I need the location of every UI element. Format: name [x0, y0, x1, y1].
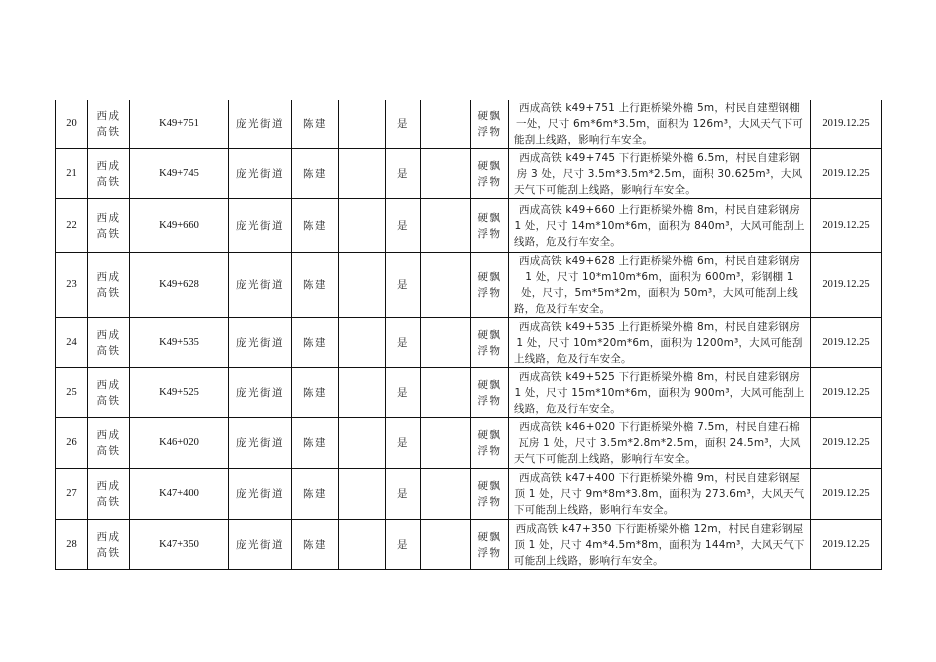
cell-text: 陈建	[303, 336, 327, 349]
cell-text: 2019.12.25	[822, 118, 870, 129]
cell-empty-1	[339, 418, 386, 469]
cell-description	[509, 469, 811, 520]
cell-text: 硬飘	[477, 211, 502, 224]
cell-date	[811, 149, 882, 199]
cell-text: 庞光街道	[236, 219, 284, 232]
cell-text: 是	[397, 386, 409, 399]
table-row	[56, 253, 882, 318]
cell-date	[811, 520, 882, 570]
cell-text: 硬飘	[477, 429, 502, 441]
cell-text: K49+628	[159, 279, 199, 290]
cell-hazard-type	[471, 469, 509, 520]
cell-text: 陈建	[303, 167, 327, 180]
table-row	[56, 368, 882, 418]
cell-responsible-person	[292, 469, 339, 520]
cell-number	[56, 253, 88, 318]
cell-empty-1	[339, 469, 386, 520]
cell-text: 西成高铁 k47+350 下行距桥梁外檐 12m，村民自建彩钢屋顶 1 处，尺寸 4m*4.5m*8m，面积为 144m³，大风天气下可能刮上线路，影响行车安全。	[514, 522, 805, 567]
cell-flag	[386, 368, 421, 418]
cell-mileage	[130, 418, 229, 469]
cell-text: 硬飘	[477, 328, 502, 341]
cell-text: 23	[66, 279, 77, 290]
cell-text: 庞光街道	[236, 386, 284, 399]
table-row	[56, 469, 882, 520]
cell-text: 西成	[96, 530, 121, 543]
cell-text: 22	[66, 219, 77, 231]
cell-text: 是	[397, 538, 409, 551]
cell-hazard-type	[471, 318, 509, 368]
cell-empty-1	[339, 100, 386, 149]
cell-text: 陈建	[303, 219, 327, 232]
cell-text: 浮物	[477, 227, 502, 240]
cell-text: 硬飘	[477, 530, 502, 543]
cell-hazard-type	[471, 149, 509, 199]
cell-text: 是	[397, 336, 409, 349]
cell-date	[811, 199, 882, 253]
cell-text: 陈建	[303, 538, 327, 551]
cell-number	[56, 149, 88, 199]
cell-date	[811, 100, 882, 149]
cell-text: 陈建	[303, 488, 327, 500]
cell-hazard-type	[471, 199, 509, 253]
cell-text: 硬飘	[477, 110, 502, 122]
cell-empty-2	[421, 149, 471, 199]
cell-mileage	[130, 199, 229, 253]
cell-street	[229, 520, 292, 570]
cell-number	[56, 100, 88, 149]
cell-text: K47+350	[159, 538, 199, 550]
cell-street	[229, 469, 292, 520]
cell-number	[56, 368, 88, 418]
cell-date	[811, 418, 882, 469]
cell-text: 陈建	[303, 279, 327, 291]
cell-text: 2019.12.25	[822, 279, 870, 290]
cell-text: 陈建	[303, 437, 327, 449]
cell-date	[811, 318, 882, 368]
cell-date	[811, 253, 882, 318]
cell-empty-2	[421, 318, 471, 368]
cell-text: 硬飘	[477, 271, 502, 283]
table-row	[56, 318, 882, 368]
hazard-table	[55, 100, 882, 570]
cell-railway-line	[88, 149, 130, 199]
cell-flag	[386, 149, 421, 199]
cell-text: K49+751	[159, 118, 199, 129]
cell-empty-2	[421, 418, 471, 469]
cell-text: K47+400	[159, 488, 199, 499]
cell-text: 陈建	[303, 386, 327, 399]
cell-text: 2019.12.25	[822, 538, 870, 550]
cell-text: 庞光街道	[236, 167, 284, 180]
cell-flag	[386, 469, 421, 520]
cell-text: 是	[397, 167, 409, 180]
cell-text: 是	[397, 118, 409, 130]
cell-text: 高铁	[96, 546, 121, 559]
cell-street	[229, 418, 292, 469]
cell-number	[56, 418, 88, 469]
cell-text: 庞光街道	[236, 488, 284, 500]
cell-number	[56, 469, 88, 520]
cell-number	[56, 199, 88, 253]
cell-flag	[386, 418, 421, 469]
cell-hazard-type	[471, 253, 509, 318]
cell-text: 高铁	[96, 227, 121, 240]
cell-text: 陈建	[303, 118, 327, 130]
cell-text: 高铁	[96, 445, 121, 457]
cell-empty-2	[421, 100, 471, 149]
cell-mileage	[130, 469, 229, 520]
cell-text: 浮物	[477, 175, 502, 188]
cell-text: 20	[66, 118, 77, 129]
cell-flag	[386, 318, 421, 368]
cell-railway-line	[88, 253, 130, 318]
cell-text: 是	[397, 488, 409, 500]
cell-railway-line	[88, 520, 130, 570]
cell-text: 浮物	[477, 496, 502, 508]
cell-description	[509, 199, 811, 253]
cell-railway-line	[88, 469, 130, 520]
cell-description	[509, 318, 811, 368]
cell-date	[811, 469, 882, 520]
cell-empty-1	[339, 368, 386, 418]
cell-mileage	[130, 100, 229, 149]
cell-responsible-person	[292, 149, 339, 199]
cell-text: 西成高铁 k49+525 下行距桥梁外檐 8m，村民自建彩钢房 1 处，尺寸 15m*10m*6m，面积为 900m³，大风可能刮上线路，危及行车安全。	[514, 370, 805, 415]
cell-responsible-person	[292, 520, 339, 570]
cell-text: 庞光街道	[236, 279, 284, 291]
cell-text: 西成	[96, 429, 121, 441]
cell-text: K49+535	[159, 336, 199, 348]
table-row	[56, 520, 882, 570]
cell-text: 庞光街道	[236, 336, 284, 349]
cell-description	[509, 100, 811, 149]
cell-text: K49+745	[159, 167, 199, 179]
cell-street	[229, 199, 292, 253]
cell-text: K49+525	[159, 386, 199, 398]
cell-text: 浮物	[477, 546, 502, 559]
cell-empty-2	[421, 199, 471, 253]
cell-empty-2	[421, 520, 471, 570]
cell-text: 24	[66, 336, 77, 348]
cell-mileage	[130, 318, 229, 368]
cell-text: 2019.12.25	[822, 437, 870, 448]
cell-text: 西成高铁 k49+535 上行距桥梁外檐 8m，村民自建彩钢房 1 处，尺寸 10m*20m*6m，面积为 1200m³，大风可能刮上线路，危及行车安全。	[514, 320, 803, 365]
cell-mileage	[130, 520, 229, 570]
cell-text: 庞光街道	[236, 118, 284, 130]
cell-text: 硬飘	[477, 480, 502, 492]
cell-text: 浮物	[477, 126, 502, 138]
cell-text: 浮物	[477, 287, 502, 299]
table-row	[56, 418, 882, 469]
cell-empty-1	[339, 149, 386, 199]
cell-hazard-type	[471, 418, 509, 469]
cell-text: 浮物	[477, 445, 502, 457]
cell-text: 西成	[96, 211, 121, 224]
cell-text: 2019.12.25	[822, 167, 870, 179]
cell-railway-line	[88, 100, 130, 149]
cell-responsible-person	[292, 368, 339, 418]
cell-flag	[386, 199, 421, 253]
cell-text: 西成	[96, 110, 121, 122]
cell-text: 硬飘	[477, 378, 502, 391]
cell-text: 28	[66, 538, 77, 550]
cell-text: 西成高铁 k49+751 上行距桥梁外檐 5m，村民自建塑钢棚一处，尺寸 6m*6m*3.5m，面积为 126m³，大风天气下可能刮上线路，影响行车安全。	[514, 102, 803, 146]
table-row	[56, 199, 882, 253]
cell-description	[509, 149, 811, 199]
cell-railway-line	[88, 418, 130, 469]
cell-text: 庞光街道	[236, 538, 284, 551]
cell-description	[509, 520, 811, 570]
cell-text: 浮物	[477, 394, 502, 407]
cell-hazard-type	[471, 100, 509, 149]
cell-text: 2019.12.25	[822, 219, 870, 231]
cell-description	[509, 418, 811, 469]
cell-text: 庞光街道	[236, 437, 284, 449]
cell-mileage	[130, 368, 229, 418]
cell-mileage	[130, 149, 229, 199]
cell-street	[229, 149, 292, 199]
cell-text: 西成	[96, 159, 121, 172]
cell-text: K49+660	[159, 219, 199, 231]
cell-description	[509, 368, 811, 418]
cell-text: 25	[66, 386, 77, 398]
cell-responsible-person	[292, 253, 339, 318]
cell-empty-2	[421, 253, 471, 318]
cell-text: 高铁	[96, 175, 121, 188]
cell-description	[509, 253, 811, 318]
cell-responsible-person	[292, 100, 339, 149]
cell-flag	[386, 253, 421, 318]
cell-street	[229, 253, 292, 318]
cell-text: 西成	[96, 480, 121, 492]
cell-text: 26	[66, 437, 77, 448]
cell-text: 西成	[96, 328, 121, 341]
cell-railway-line	[88, 318, 130, 368]
cell-text: 浮物	[477, 344, 502, 357]
cell-responsible-person	[292, 418, 339, 469]
cell-empty-2	[421, 368, 471, 418]
cell-responsible-person	[292, 318, 339, 368]
cell-text: 2019.12.25	[822, 386, 870, 398]
cell-text: 高铁	[96, 126, 121, 138]
cell-railway-line	[88, 199, 130, 253]
cell-empty-1	[339, 318, 386, 368]
cell-street	[229, 368, 292, 418]
cell-hazard-type	[471, 368, 509, 418]
cell-text: 高铁	[96, 394, 121, 407]
cell-number	[56, 520, 88, 570]
cell-text: 21	[66, 167, 77, 179]
cell-empty-1	[339, 253, 386, 318]
cell-text: 西成	[96, 271, 121, 283]
cell-text: 西成高铁 k49+745 下行距桥梁外檐 6.5m，村民自建彩钢房 3 处，尺寸 3.5m*3.5m*2.5m，面积 30.625m³，大风天气下可能刮上线路，影响行车安全。	[514, 151, 803, 196]
table-body	[56, 100, 882, 570]
cell-empty-2	[421, 469, 471, 520]
cell-empty-1	[339, 520, 386, 570]
cell-text: 是	[397, 279, 409, 291]
cell-flag	[386, 520, 421, 570]
cell-text: 是	[397, 219, 409, 232]
cell-railway-line	[88, 368, 130, 418]
cell-number	[56, 318, 88, 368]
cell-empty-1	[339, 199, 386, 253]
cell-text: 高铁	[96, 287, 121, 299]
cell-street	[229, 100, 292, 149]
cell-mileage	[130, 253, 229, 318]
cell-hazard-type	[471, 520, 509, 570]
cell-date	[811, 368, 882, 418]
cell-street	[229, 318, 292, 368]
cell-text: 27	[66, 488, 77, 499]
table-row	[56, 100, 882, 149]
cell-text: 高铁	[96, 344, 121, 357]
cell-text: 2019.12.25	[822, 336, 870, 348]
cell-text: 西成	[96, 378, 121, 391]
cell-text: 西成高铁 k49+628 上行距桥梁外檐 6m，村民自建彩钢房 1 处，尺寸 10*m10m*6m，面积为 600m³，彩钢棚 1 处，尺寸，5m*5m*2m，面积为 50m³，大风可能刮上线路，危及行车安全。	[514, 255, 800, 315]
cell-text: 高铁	[96, 496, 121, 508]
cell-text: 西成高铁 k46+020 下行距桥梁外檐 7.5m，村民自建石棉瓦房 1 处，尺寸 3.5m*2.8m*2.5m，面积 24.5m³，大风天气下可能刮上线路，影响行车安全。	[514, 421, 801, 465]
cell-text: 硬飘	[477, 159, 502, 172]
cell-text: K46+020	[159, 437, 199, 448]
cell-text: 西成高铁 k47+400 下行距桥梁外檐 9m，村民自建彩钢屋顶 1 处，尺寸 9m*8m*3.8m，面积为 273.6m³，大风天气下可能刮上线路，影响行车安全。	[514, 472, 805, 516]
cell-text: 是	[397, 437, 409, 449]
cell-text: 西成高铁 k49+660 上行距桥梁外檐 8m，村民自建彩钢房 1 处，尺寸 14m*10m*6m，面积为 840m³，大风可能刮上线路，危及行车安全。	[514, 203, 805, 248]
table-row	[56, 149, 882, 199]
cell-responsible-person	[292, 199, 339, 253]
cell-text: 2019.12.25	[822, 488, 870, 499]
cell-flag	[386, 100, 421, 149]
